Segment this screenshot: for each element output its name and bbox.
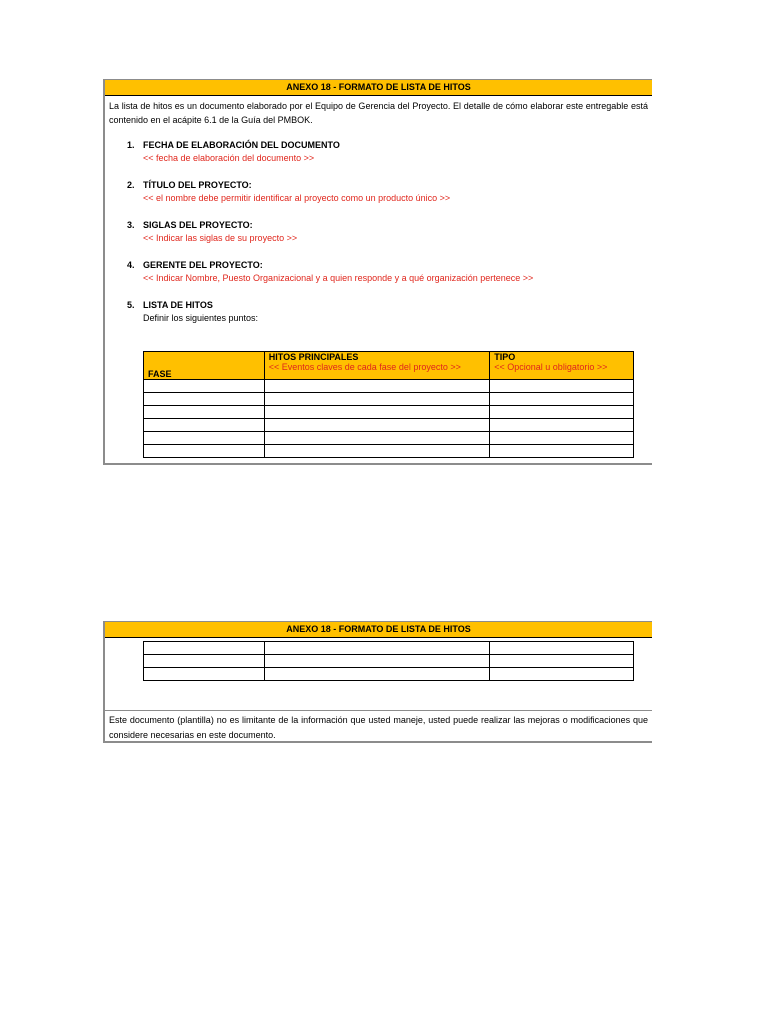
cell-fase[interactable] xyxy=(144,655,265,668)
cell-hitos[interactable] xyxy=(264,655,490,668)
cell-hitos[interactable] xyxy=(264,419,490,432)
milestones-table-continued xyxy=(143,641,634,681)
table-row xyxy=(144,668,634,681)
section-title: TÍTULO DEL PROYECTO: xyxy=(143,180,252,190)
cell-hitos[interactable] xyxy=(264,642,490,655)
cell-hitos[interactable] xyxy=(264,406,490,419)
section-titulo xyxy=(127,179,450,205)
section-text: Definir los siguientes puntos: xyxy=(143,313,259,323)
section-number: 1. xyxy=(127,140,135,150)
closing-note: Este documento (plantilla) no es limitante de la información que usted maneje, usted puede realizar las mejoras o modificaciones que considere necesarias en este documento. xyxy=(109,715,648,740)
section-lista-hitos xyxy=(127,299,258,325)
cell-fase[interactable] xyxy=(144,419,265,432)
table-row xyxy=(144,380,634,393)
cell-tipo[interactable] xyxy=(490,419,634,432)
cell-hitos[interactable] xyxy=(264,445,490,458)
cell-fase[interactable] xyxy=(144,445,265,458)
cell-fase[interactable] xyxy=(144,668,265,681)
cell-hitos[interactable] xyxy=(264,432,490,445)
page-title-banner: ANEXO 18 - FORMATO DE LISTA DE HITOS xyxy=(105,622,652,638)
header-hitos-label: HITOS PRINCIPALES xyxy=(268,352,359,362)
cell-hitos[interactable] xyxy=(264,380,490,393)
cell-tipo[interactable] xyxy=(490,432,634,445)
form-page-2 xyxy=(103,621,652,743)
header-tipo-label: TIPO xyxy=(494,352,516,362)
section-title: LISTA DE HITOS xyxy=(143,300,213,310)
cell-fase[interactable] xyxy=(144,432,265,445)
intro-paragraph: La lista de hitos es un documento elaborado por el Equipo de Gerencia del Proyecto. El detalle de cómo elaborar este entregable está contenido en el acápite 6.1 de la Guía del PMBOK. xyxy=(109,101,648,125)
table-row xyxy=(144,655,634,668)
table-row xyxy=(144,642,634,655)
section-divider xyxy=(105,710,652,711)
cell-tipo[interactable] xyxy=(490,668,634,681)
cell-tipo[interactable] xyxy=(490,445,634,458)
table-row xyxy=(144,432,634,445)
section-number: 2. xyxy=(127,180,135,190)
section-number: 4. xyxy=(127,260,135,270)
table-row xyxy=(144,406,634,419)
page-title-banner: ANEXO 18 - FORMATO DE LISTA DE HITOS xyxy=(105,80,652,96)
section-gerente xyxy=(127,259,533,285)
section-fecha xyxy=(127,139,340,165)
table-row xyxy=(144,419,634,432)
section-title: FECHA DE ELABORACIÓN DEL DOCUMENTO xyxy=(143,140,340,150)
cell-tipo[interactable] xyxy=(490,393,634,406)
section-number: 3. xyxy=(127,220,135,230)
header-hitos xyxy=(264,352,490,380)
table-row xyxy=(144,445,634,458)
section-hint: << Indicar Nombre, Puesto Organizacional y a quien responde y a qué organización pertenece >> xyxy=(143,273,534,283)
cell-fase[interactable] xyxy=(144,642,265,655)
section-number: 5. xyxy=(127,300,135,310)
section-hint: << fecha de elaboración del documento >> xyxy=(143,153,315,163)
form-page-1 xyxy=(103,79,652,465)
header-fase: FASE xyxy=(144,352,265,380)
header-tipo-hint: << Opcional u obligatorio >> xyxy=(494,362,608,372)
section-siglas xyxy=(127,219,297,245)
section-title: SIGLAS DEL PROYECTO: xyxy=(143,220,253,230)
section-hint: << el nombre debe permitir identificar al proyecto como un producto único >> xyxy=(143,193,451,203)
cell-fase[interactable] xyxy=(144,406,265,419)
cell-tipo[interactable] xyxy=(490,406,634,419)
cell-fase[interactable] xyxy=(144,393,265,406)
header-tipo xyxy=(490,352,634,380)
header-hitos-hint: << Eventos claves de cada fase del proyecto >> xyxy=(268,362,461,372)
table-row xyxy=(144,393,634,406)
cell-hitos[interactable] xyxy=(264,668,490,681)
cell-hitos[interactable] xyxy=(264,393,490,406)
section-title: GERENTE DEL PROYECTO: xyxy=(143,260,263,270)
table-header-row xyxy=(144,352,634,380)
milestones-table xyxy=(143,351,634,458)
cell-fase[interactable] xyxy=(144,380,265,393)
cell-tipo[interactable] xyxy=(490,655,634,668)
cell-tipo[interactable] xyxy=(490,380,634,393)
section-hint: << Indicar las siglas de su proyecto >> xyxy=(143,233,298,243)
cell-tipo[interactable] xyxy=(490,642,634,655)
